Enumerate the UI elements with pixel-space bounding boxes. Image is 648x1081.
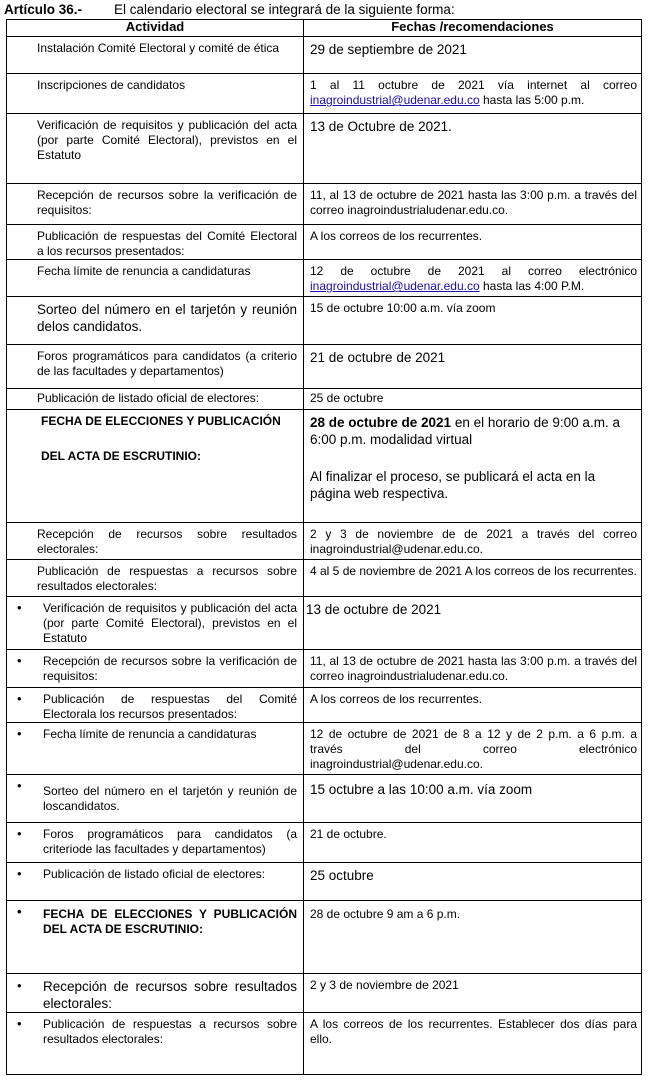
election-note: Al finalizar el proceso, se publicará el acta en la página web respectiva. [310, 469, 596, 501]
date-cell: 11, al 13 de octubre de 2021 hasta las 3:00 p.m. a través del correo inagroindustrialudenar.edu.co. [304, 184, 642, 225]
table-row [7, 650, 642, 688]
header-fechas: Fechas /recomendaciones [304, 20, 642, 37]
table-row [7, 974, 642, 1013]
activity-cell: • Foros programáticos para candidatos (a criteriode las facultades y departamentos) [7, 823, 304, 863]
table-row [7, 1013, 642, 1075]
date-cell: A los correos de los recurrentes. [304, 688, 642, 723]
email-link[interactable]: inagroindustrial@udenar.edu.co [310, 279, 480, 293]
table-row [7, 114, 642, 184]
date-cell: A los correos de los recurrentes. [304, 225, 642, 260]
date-cell: 25 octubre [304, 863, 642, 901]
date-after: hasta las 4:00 P.M. [482, 279, 585, 293]
table-row [7, 863, 642, 901]
activity-cell: • Recepción de recursos sobre la verificación de requisitos: [7, 650, 304, 688]
activity-cell [7, 410, 304, 523]
activity-cell: • Fecha límite de renuncia a candidaturas [7, 723, 304, 775]
email-link[interactable]: inagroindustrial@udenar.edu.co [310, 93, 480, 107]
table-row [7, 225, 642, 260]
date-text: 1 al 11 octubre de 2021 vía internet al correo [310, 78, 637, 92]
table-header-row [7, 20, 642, 37]
activity-cell: Inscripciones de candidatos [7, 74, 304, 114]
date-cell: 29 de septiembre de 2021 [304, 37, 642, 74]
table-row [7, 775, 642, 823]
date-cell: 12 de octubre de 2021 de 8 a 12 y de 2 p.m. a 6 p.m. a través del correo electrónico inagroindustrial@udenar.edu.co. [304, 723, 642, 775]
date-cell [304, 260, 642, 297]
table-row [7, 560, 642, 597]
table-row [7, 597, 642, 650]
date-cell: A los correos de los recurrentes. Establecer dos días para ello. [304, 1013, 642, 1075]
date-cell: 2 y 3 de noviembre de de 2021 a través del correo inagroindustrial@udenar.edu.co. [304, 523, 642, 560]
table-row [7, 823, 642, 863]
date-cell: 13 de Octubre de 2021. [304, 114, 642, 184]
activity-cell: • Verificación de requisitos y publicación del acta (por parte Comité Electoral), previstos en el Estatuto [7, 597, 304, 650]
table-row [7, 37, 642, 74]
activity-cell: • Publicación de respuestas del Comité Electorala los recursos presentados: [7, 688, 304, 723]
election-date: 28 de octubre de 2021 [310, 415, 452, 430]
table-row [7, 260, 642, 297]
date-cell: 28 de octubre 9 am a 6 p.m. [304, 901, 642, 974]
date-cell: 11, al 13 de octubre de 2021 hasta las 3:00 p.m. a través del correo inagroindustrialudenar.edu.co. [304, 650, 642, 688]
table-row [7, 345, 642, 389]
date-cell [304, 74, 642, 114]
table-row [7, 389, 642, 410]
activity-cell: • FECHA DE ELECCIONES Y PUBLICACIÓN DEL ACTA DE ESCRUTINIO: [7, 901, 304, 974]
activity-cell: Publicación de respuestas a recursos sobre resultados electorales: [7, 560, 304, 597]
table-row [7, 688, 642, 723]
table-row [7, 723, 642, 775]
date-cell: 4 al 5 de noviembre de 2021 A los correos de los recurrentes. [304, 560, 642, 597]
activity-cell: • Recepción de recursos sobre resultados electorales: [7, 974, 304, 1013]
date-cell [304, 410, 642, 523]
activity-line: FECHA DE ELECCIONES Y PUBLICACIÓN [41, 414, 281, 428]
table-row [7, 297, 642, 345]
activity-cell: Publicación de listado oficial de electores: [7, 389, 304, 410]
activity-cell: • Publicación de respuestas a recursos sobre resultados electorales: [7, 1013, 304, 1075]
header-actividad: Actividad [7, 20, 304, 37]
table-row [7, 74, 642, 114]
article-heading [4, 0, 644, 20]
date-cell: 21 de octubre. [304, 823, 642, 863]
table-row [7, 901, 642, 974]
article-intro: El calendario electoral se integrará de la siguiente forma: [114, 2, 455, 17]
date-cell: 21 de octubre de 2021 [304, 345, 642, 389]
activity-cell: Verificación de requisitos y publicación del acta (por parte Comité Electoral), previstos en el Estatuto [7, 114, 304, 184]
date-cell: 15 de octubre 10:00 a.m. vía zoom [304, 297, 642, 345]
date-cell: 2 y 3 de noviembre de 2021 [304, 974, 642, 1013]
activity-cell: Recepción de recursos sobre resultados electorales: [7, 523, 304, 560]
activity-cell: Recepción de recursos sobre la verificación de requisitos: [7, 184, 304, 225]
election-schedule: en el horario de 9:00 a.m. a 6:00 p.m. modalidad virtual [310, 415, 620, 447]
date-cell: 13 de octubre de 2021 [304, 597, 642, 650]
activity-cell: • Publicación de listado oficial de electores: [7, 863, 304, 901]
table-row [7, 523, 642, 560]
date-cell: 15 octubre a las 10:00 a.m. vía zoom [304, 775, 642, 823]
activity-cell: Sorteo del número en el tarjetón y reunión delos candidatos. [7, 297, 304, 345]
date-text: 12 de octubre de 2021 al correo electrónico [310, 264, 637, 278]
activity-cell: Foros programáticos para candidatos (a criterio de las facultades y departamentos) [7, 345, 304, 389]
table-row [7, 184, 642, 225]
activity-cell: Instalación Comité Electoral y comité de ética [7, 37, 304, 74]
table-row [7, 410, 642, 523]
electoral-calendar-table [6, 19, 642, 1075]
date-after: hasta las 5:00 p.m. [482, 93, 585, 107]
activity-cell: • Sorteo del número en el tarjetón y reunión de loscandidatos. [7, 775, 304, 823]
activity-cell: Fecha límite de renuncia a candidaturas [7, 260, 304, 297]
article-number: Artículo 36.- [4, 2, 83, 17]
activity-cell: Publicación de respuestas del Comité Electoral a los recursos presentados: [7, 225, 304, 260]
date-cell: 25 de octubre [304, 389, 642, 410]
activity-line: DEL ACTA DE ESCRUTINIO: [41, 449, 202, 463]
